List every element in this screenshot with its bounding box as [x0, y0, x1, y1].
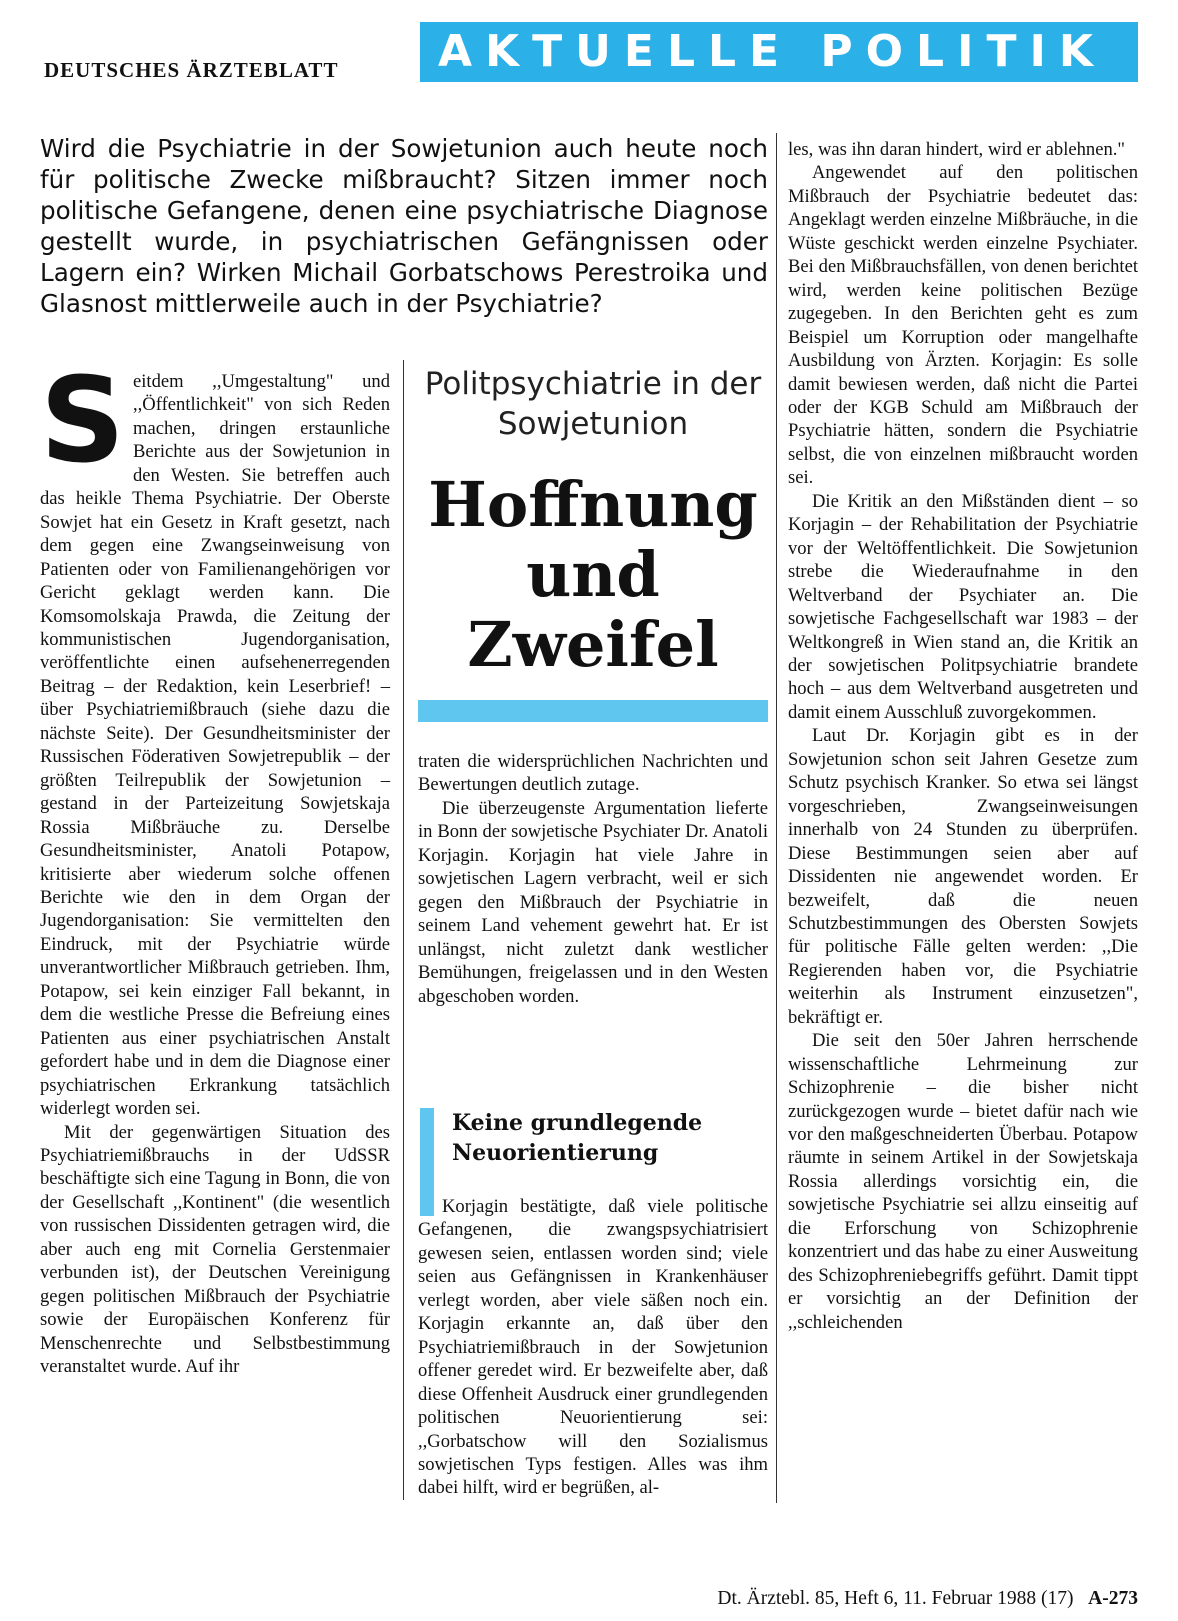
article-column-2-bottom	[418, 1195, 768, 1500]
paragraph	[40, 351, 390, 1121]
footer-citation: Dt. Ärztebl. 85, Heft 6, 11. Februar 1988 (17)	[717, 1588, 1074, 1609]
headline-line: und	[526, 538, 660, 611]
article-kicker: Politpsychiatrie in der Sowjetunion	[424, 366, 762, 442]
paragraph: Angewendet auf den politischen Mißbrauch der Psychiatrie bedeutet das: Angeklagt werden einzelne Mißbräuche, in die Wüste geschickt werden einzelne Psychiater. Bei den Mißbrauchsfällen, von denen berichtet wird, werden keine politischen Bezüge zugegeben. In den Berichten geht es zum Beispiel um Korruption oder mangelhafte Ausbildung von Ärzten. Korjagin: Es solle damit bewiesen werden, daß nicht die Partei oder der KGB Schuld am Mißbrauch der Psychiatrie hätten, sondern die Psychiatrie selbst, die von einzelnen mißbraucht worden sei.	[788, 162, 1138, 489]
paragraph: traten die widersprüchlichen Nachrichten und Bewertungen deutlich zutage.	[418, 751, 768, 796]
column-rule-2	[776, 133, 777, 1503]
article-column-2-top	[418, 750, 768, 1008]
drop-cap: S	[40, 351, 125, 489]
paragraph: Mit der gegenwärtigen Situation des Psychiatriemißbrauchs in der UdSSR beschäftigte sich eine Tagung in Bonn, die von der Gesellschaft ,,Kontinent" (die wesentlich von russischen Dissidenten getragen wird, die aber auch eng mit Cornelia Gerstenmaier verbunden ist), der Deutschen Vereinigung gegen politischen Mißbrauch der Psychiatrie sowie der Europäischen Konferenz für Menschenrechte und Selbstbestimmung veranstaltet wurde. Auf ihr	[40, 1121, 390, 1378]
paragraph: les, was ihn daran hindert, wird er ablehnen."	[788, 139, 1126, 160]
article-column-3	[788, 138, 1138, 1334]
journal-name: DEUTSCHES ÄRZTEBLATT	[44, 58, 339, 82]
column-rule-1	[403, 360, 404, 1500]
headline-accent-bar	[418, 700, 768, 722]
paragraph: Korjagin bestätigte, daß viele politische Gefangenen, die zwangspsychiatrisiert gewesen seien, entlassen worden sind; viele seien aus Gefängnissen in Krankenhäuser verlegt worden, aber viele säßen noch ein. Korjagin erkannte an, daß über den Psychiatriemißbrauch in der Sowjetunion offener geredet wird. Er bezweifelte aber, daß diese Offenheit Ausdruck einer grundlegenden politischen Neuorientierung sei: ,,Gorbatschow will den Sozialismus sowjetischen Typs festigen. Alles was ihm dabei hilft, wird er begrüßen, al-	[418, 1196, 768, 1499]
article-headline	[418, 470, 768, 680]
paragraph: Die überzeugenste Argumentation lieferte in Bonn der sowjetische Psychiater Dr. Anatoli Korjagin. Korjagin hat viele Jahre in sowjetischen Lagern verbracht, weil er sich gegen den Mißbrauch der Psychiatrie in seinem Land vehement gewehrt hat. Er ist unlängst, nicht zuletzt dank westlicher Bemühungen, freigelassen und in den Westen abgeschoben worden.	[418, 797, 768, 1007]
section-banner: AKTUELLE POLITIK	[420, 22, 1138, 82]
subheading: Keine grundlegende Neuorientierung	[452, 1110, 703, 1166]
page-number: A-273	[1088, 1588, 1138, 1609]
paragraph-text: eitdem ,,Umgestaltung" und ,,Öffentlichkeit" von sich Reden machen, dringen erstaunliche Berichte aus der Sowjetunion in den Westen. Sie betreffen auch das heikle Thema Psychiatrie. Der Oberste Sowjet hat ein Gesetz in Kraft gesetzt, nach dem gegen eine Zwangseinweisung von Patienten oder von Familienangehörigen vor Gericht geklagt werden kann. Die Komsomolskaja Prawda, die Zeitung der kommunistischen Jugendorganisation, veröffentlichte einen aufsehenerregenden Beitrag – der Redaktion, kein Leserbrief! – über Psychiatriemißbrauch (siehe dazu die nächste Seite). Der Gesundheitsminister der Russischen Föderativen Sowjetrepublik – der größten Teilrepublik der Sowjetunion – gestand in der Parteizeitung Sowjetskaja Rossia Mißbräuche zu. Derselbe Gesundheitsminister, Anatoli Potapow, kritisierte aber wiederum solche offenen Berichte wie den in dem Organ der Jugendorganisation: Sie vermittelten den Eindruck, mit der Psychiatrie würde unverantwortlicher Mißbrauch getrieben. Ihm, Potapow, sei kein einziger Fall bekannt, in dem die westliche Presse die Befreiung eines Patienten aus einer psychiatrischen Anstalt gefordert habe und in dem die Diagnose einer psychiatrischen Erkrankung tatsächlich widerlegt worden sei.	[40, 371, 390, 1120]
paragraph: Die Kritik an den Mißständen dient – so Korjagin – der Rehabilitation der Psychiatrie vor der Weltöffentlichkeit. Die Sowjetunion strebe die Wiederaufnahme in den Weltverband der Psychiater an. Die sowjetische Fachgesellschaft war 1983 – der Weltkongreß in Wien stand an, die Kritik an der sowjetischen Politpsychiatrie brandete hoch – aus dem Weltverband ausgetreten und damit einem Ausschluß zuvorgekommen.	[788, 490, 1138, 723]
paragraph: Die seit den 50er Jahren herrschende wissenschaftliche Lehrmeinung zur Schizophrenie – die bisher nicht zurückgezogen wurde – bietet dafür nach wie vor den maßgeschneiderten Überbau. Potapow räumte in seinem Artikel in der Sowjetskaja Rossia allerdings vorsichtig ein, die sowjetische Psychiatrie sei allzu einseitig auf die Erforschung von Schizophrenie konzentriert und das habe zu einer Ausweitung des Schizophreniebegriffs geführt. Damit tippt er vorsichtig an der Definition der ,,schleichenden	[788, 1030, 1138, 1333]
headline-line: Zweifel	[467, 608, 719, 681]
page-footer	[717, 1588, 1138, 1610]
lead-paragraph: Wird die Psychiatrie in der Sowjetunion auch heute noch für politische Zwecke mißbraucht? Sitzen immer noch politische Gefangene, denen eine psychiatrische Diagnose gestellt wurde, in psychiatrischen Gefängnissen oder Lagern ein? Wirken Michail Gorbatschows Perestroika und Glasnost mittlerweile auch in der Psychiatrie?	[40, 134, 768, 318]
headline-line: Hoffnung	[428, 468, 758, 541]
paragraph: Laut Dr. Korjagin gibt es in der Sowjetunion schon seit Jahren Gesetze zum Schutz psychisch Kranker. So etwa sei längst vorgeschrieben, Zwangseinweisungen innerhalb von 24 Stunden zu überprüfen. Diese Bestimmungen seien aber auf Dissidenten nie angewendet worden. Er bezweifelt, daß die neuen Schutzbestimmungen des Obersten Sowjets für politische Fälle gelten werden: ,,Die Regierenden haben vor, die Psychiatrie weiterhin als Instrument einzusetzen", bekräftigt er.	[788, 725, 1138, 1028]
article-column-1	[40, 351, 390, 1378]
